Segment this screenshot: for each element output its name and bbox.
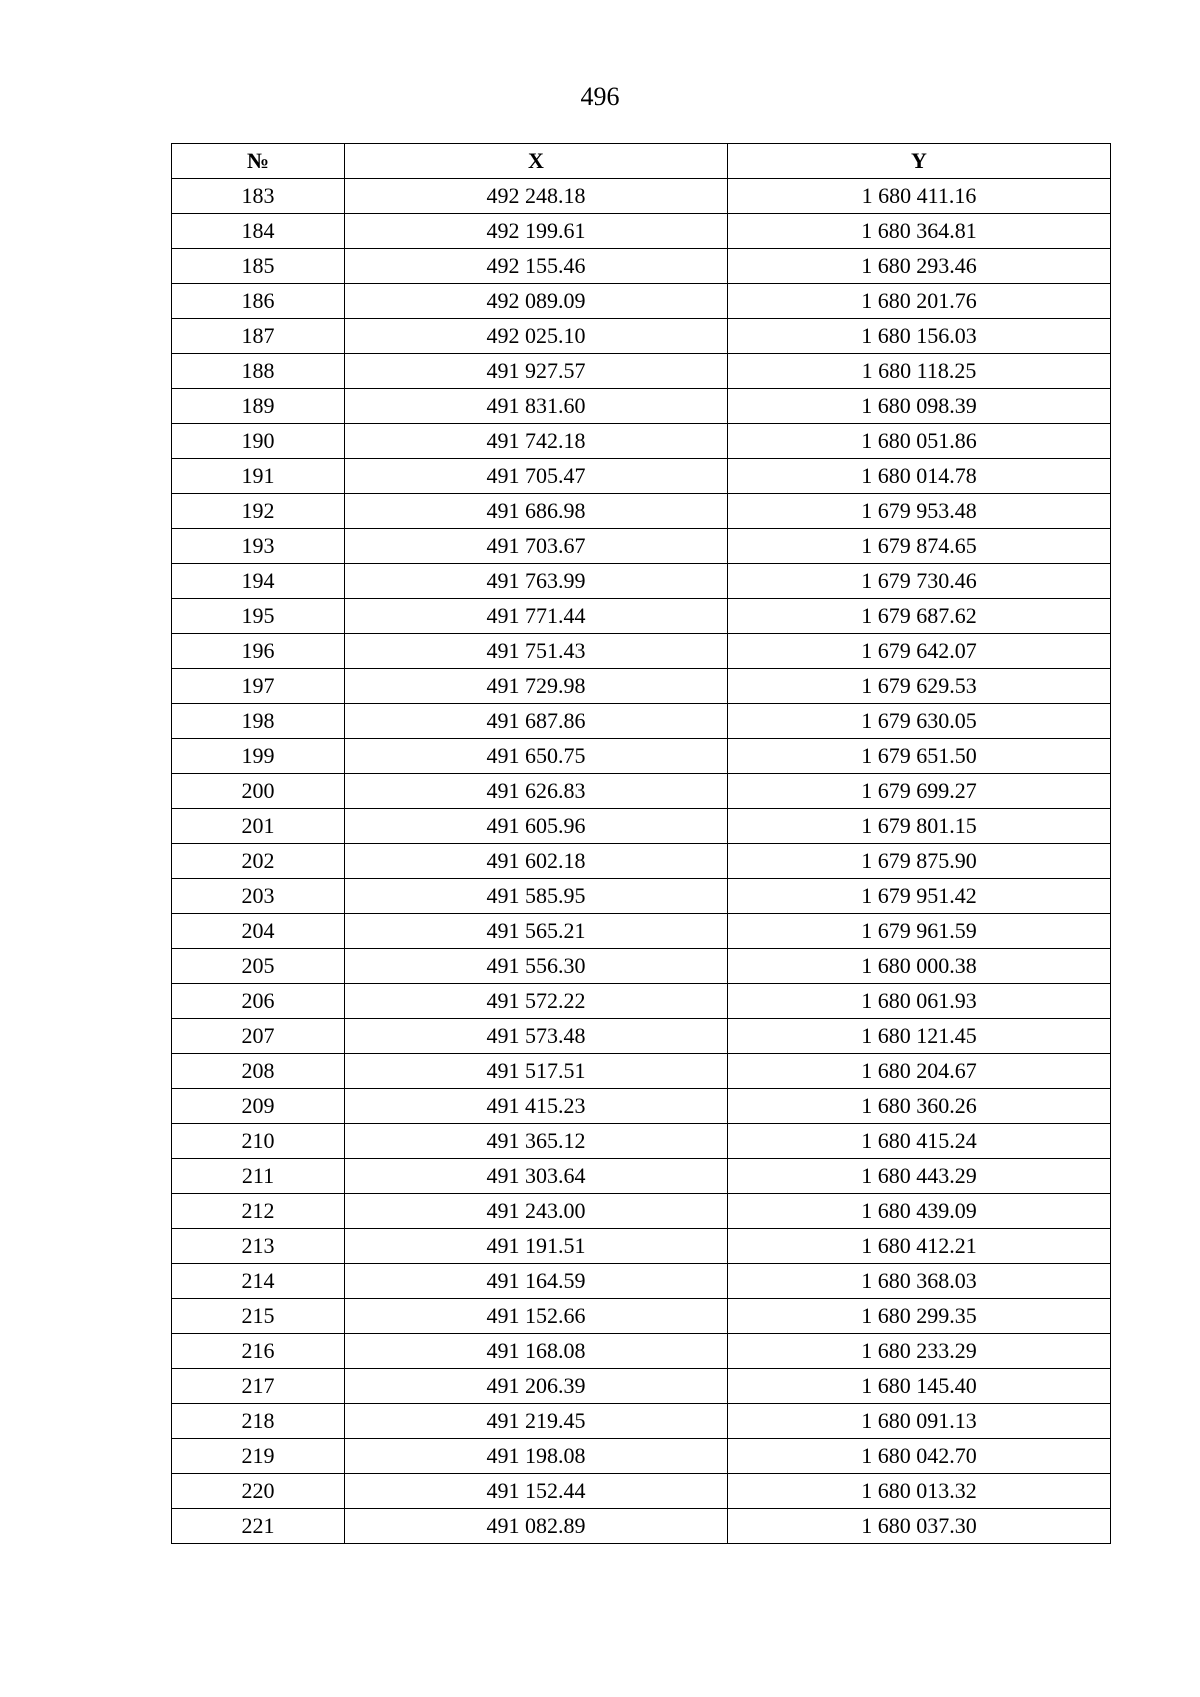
table-row	[172, 1089, 1111, 1124]
point-number-cell: 193	[172, 529, 345, 564]
point-number-cell: 200	[172, 774, 345, 809]
table-row	[172, 1299, 1111, 1334]
table-row	[172, 844, 1111, 879]
x-coordinate-cell: 491 751.43	[345, 634, 728, 669]
x-coordinate-cell: 491 585.95	[345, 879, 728, 914]
table-row	[172, 1054, 1111, 1089]
x-coordinate-cell: 492 155.46	[345, 249, 728, 284]
y-coordinate-cell: 1 679 961.59	[728, 914, 1111, 949]
point-number-cell: 209	[172, 1089, 345, 1124]
y-coordinate-cell: 1 680 364.81	[728, 214, 1111, 249]
y-coordinate-cell: 1 680 091.13	[728, 1404, 1111, 1439]
table-row	[172, 1264, 1111, 1299]
table-row	[172, 529, 1111, 564]
point-number-cell: 206	[172, 984, 345, 1019]
x-coordinate-cell: 492 089.09	[345, 284, 728, 319]
point-number-cell: 198	[172, 704, 345, 739]
x-coordinate-cell: 491 729.98	[345, 669, 728, 704]
point-number-cell: 195	[172, 599, 345, 634]
y-coordinate-cell: 1 680 204.67	[728, 1054, 1111, 1089]
point-number-cell: 212	[172, 1194, 345, 1229]
table-row	[172, 634, 1111, 669]
x-coordinate-cell: 491 742.18	[345, 424, 728, 459]
point-number-cell: 186	[172, 284, 345, 319]
point-number-cell: 207	[172, 1019, 345, 1054]
x-coordinate-cell: 491 198.08	[345, 1439, 728, 1474]
table-row	[172, 1019, 1111, 1054]
table-row	[172, 739, 1111, 774]
y-coordinate-cell: 1 680 098.39	[728, 389, 1111, 424]
header-row	[172, 144, 1111, 179]
y-coordinate-cell: 1 679 875.90	[728, 844, 1111, 879]
table-row	[172, 1159, 1111, 1194]
x-coordinate-cell: 491 626.83	[345, 774, 728, 809]
point-number-cell: 189	[172, 389, 345, 424]
x-coordinate-cell: 491 219.45	[345, 1404, 728, 1439]
point-number-cell: 217	[172, 1369, 345, 1404]
table-row	[172, 1439, 1111, 1474]
x-coordinate-cell: 491 605.96	[345, 809, 728, 844]
y-coordinate-cell: 1 680 145.40	[728, 1369, 1111, 1404]
point-number-cell: 197	[172, 669, 345, 704]
y-coordinate-cell: 1 680 061.93	[728, 984, 1111, 1019]
table-row	[172, 704, 1111, 739]
x-coordinate-cell: 491 763.99	[345, 564, 728, 599]
point-number-cell: 191	[172, 459, 345, 494]
table-row	[172, 319, 1111, 354]
table-row	[172, 1229, 1111, 1264]
table-row	[172, 914, 1111, 949]
x-coordinate-cell: 491 573.48	[345, 1019, 728, 1054]
point-number-cell: 203	[172, 879, 345, 914]
x-coordinate-cell: 491 650.75	[345, 739, 728, 774]
y-coordinate-cell: 1 680 360.26	[728, 1089, 1111, 1124]
y-coordinate-cell: 1 680 233.29	[728, 1334, 1111, 1369]
table-row	[172, 1474, 1111, 1509]
y-coordinate-cell: 1 680 013.32	[728, 1474, 1111, 1509]
x-coordinate-cell: 491 572.22	[345, 984, 728, 1019]
x-coordinate-cell: 491 687.86	[345, 704, 728, 739]
page-number: 496	[580, 82, 620, 111]
x-coordinate-cell: 491 365.12	[345, 1124, 728, 1159]
table-row	[172, 354, 1111, 389]
y-coordinate-cell: 1 679 730.46	[728, 564, 1111, 599]
y-coordinate-cell: 1 680 412.21	[728, 1229, 1111, 1264]
point-number-cell: 188	[172, 354, 345, 389]
point-number-cell: 221	[172, 1509, 345, 1544]
table-body	[172, 179, 1111, 1544]
x-coordinate-cell: 491 164.59	[345, 1264, 728, 1299]
point-number-cell: 187	[172, 319, 345, 354]
table-row	[172, 984, 1111, 1019]
point-number-cell: 196	[172, 634, 345, 669]
point-number-cell: 184	[172, 214, 345, 249]
table-row	[172, 1334, 1111, 1369]
x-coordinate-cell: 491 831.60	[345, 389, 728, 424]
point-number-cell: 205	[172, 949, 345, 984]
y-coordinate-cell: 1 679 874.65	[728, 529, 1111, 564]
x-coordinate-cell: 491 703.67	[345, 529, 728, 564]
y-coordinate-cell: 1 680 037.30	[728, 1509, 1111, 1544]
y-coordinate-cell: 1 680 411.16	[728, 179, 1111, 214]
table-row	[172, 389, 1111, 424]
y-coordinate-cell: 1 680 439.09	[728, 1194, 1111, 1229]
y-coordinate-cell: 1 680 000.38	[728, 949, 1111, 984]
y-coordinate-cell: 1 680 014.78	[728, 459, 1111, 494]
y-coordinate-cell: 1 680 156.03	[728, 319, 1111, 354]
x-coordinate-cell: 491 565.21	[345, 914, 728, 949]
x-coordinate-cell: 491 602.18	[345, 844, 728, 879]
y-coordinate-cell: 1 680 118.25	[728, 354, 1111, 389]
y-coordinate-cell: 1 679 629.53	[728, 669, 1111, 704]
coordinates-table	[171, 143, 1111, 1544]
x-coordinate-cell: 492 199.61	[345, 214, 728, 249]
table-row	[172, 879, 1111, 914]
header-y: Y	[728, 144, 1111, 179]
table-row	[172, 564, 1111, 599]
table-header	[172, 144, 1111, 179]
x-coordinate-cell: 491 556.30	[345, 949, 728, 984]
point-number-cell: 208	[172, 1054, 345, 1089]
point-number-cell: 216	[172, 1334, 345, 1369]
table-row	[172, 599, 1111, 634]
table-row	[172, 1124, 1111, 1159]
y-coordinate-cell: 1 679 687.62	[728, 599, 1111, 634]
header-x: X	[345, 144, 728, 179]
x-coordinate-cell: 491 152.44	[345, 1474, 728, 1509]
table-row	[172, 809, 1111, 844]
table-row	[172, 949, 1111, 984]
x-coordinate-cell: 491 243.00	[345, 1194, 728, 1229]
x-coordinate-cell: 491 771.44	[345, 599, 728, 634]
x-coordinate-cell: 491 152.66	[345, 1299, 728, 1334]
y-coordinate-cell: 1 679 801.15	[728, 809, 1111, 844]
y-coordinate-cell: 1 679 951.42	[728, 879, 1111, 914]
point-number-cell: 183	[172, 179, 345, 214]
y-coordinate-cell: 1 680 042.70	[728, 1439, 1111, 1474]
header-number: №	[172, 144, 345, 179]
x-coordinate-cell: 492 025.10	[345, 319, 728, 354]
x-coordinate-cell: 491 168.08	[345, 1334, 728, 1369]
y-coordinate-cell: 1 680 443.29	[728, 1159, 1111, 1194]
x-coordinate-cell: 491 927.57	[345, 354, 728, 389]
y-coordinate-cell: 1 679 651.50	[728, 739, 1111, 774]
point-number-cell: 211	[172, 1159, 345, 1194]
y-coordinate-cell: 1 679 699.27	[728, 774, 1111, 809]
table-row	[172, 1404, 1111, 1439]
y-coordinate-cell: 1 680 121.45	[728, 1019, 1111, 1054]
point-number-cell: 215	[172, 1299, 345, 1334]
point-number-cell: 194	[172, 564, 345, 599]
table-row	[172, 774, 1111, 809]
y-coordinate-cell: 1 680 299.35	[728, 1299, 1111, 1334]
point-number-cell: 199	[172, 739, 345, 774]
y-coordinate-cell: 1 679 630.05	[728, 704, 1111, 739]
point-number-cell: 210	[172, 1124, 345, 1159]
point-number-cell: 219	[172, 1439, 345, 1474]
table-row	[172, 1369, 1111, 1404]
table-row	[172, 494, 1111, 529]
table-row	[172, 424, 1111, 459]
point-number-cell: 192	[172, 494, 345, 529]
table-row	[172, 214, 1111, 249]
y-coordinate-cell: 1 679 953.48	[728, 494, 1111, 529]
table-row	[172, 669, 1111, 704]
table-row	[172, 179, 1111, 214]
y-coordinate-cell: 1 680 415.24	[728, 1124, 1111, 1159]
point-number-cell: 213	[172, 1229, 345, 1264]
table-row	[172, 459, 1111, 494]
x-coordinate-cell: 492 248.18	[345, 179, 728, 214]
x-coordinate-cell: 491 082.89	[345, 1509, 728, 1544]
point-number-cell: 220	[172, 1474, 345, 1509]
point-number-cell: 201	[172, 809, 345, 844]
point-number-cell: 190	[172, 424, 345, 459]
table-row	[172, 284, 1111, 319]
point-number-cell: 214	[172, 1264, 345, 1299]
point-number-cell: 204	[172, 914, 345, 949]
x-coordinate-cell: 491 517.51	[345, 1054, 728, 1089]
x-coordinate-cell: 491 206.39	[345, 1369, 728, 1404]
x-coordinate-cell: 491 415.23	[345, 1089, 728, 1124]
y-coordinate-cell: 1 680 201.76	[728, 284, 1111, 319]
y-coordinate-cell: 1 679 642.07	[728, 634, 1111, 669]
table-row	[172, 1509, 1111, 1544]
table-row	[172, 1194, 1111, 1229]
y-coordinate-cell: 1 680 051.86	[728, 424, 1111, 459]
point-number-cell: 218	[172, 1404, 345, 1439]
point-number-cell: 185	[172, 249, 345, 284]
y-coordinate-cell: 1 680 368.03	[728, 1264, 1111, 1299]
table-row	[172, 249, 1111, 284]
point-number-cell: 202	[172, 844, 345, 879]
x-coordinate-cell: 491 705.47	[345, 459, 728, 494]
y-coordinate-cell: 1 680 293.46	[728, 249, 1111, 284]
x-coordinate-cell: 491 686.98	[345, 494, 728, 529]
x-coordinate-cell: 491 191.51	[345, 1229, 728, 1264]
x-coordinate-cell: 491 303.64	[345, 1159, 728, 1194]
